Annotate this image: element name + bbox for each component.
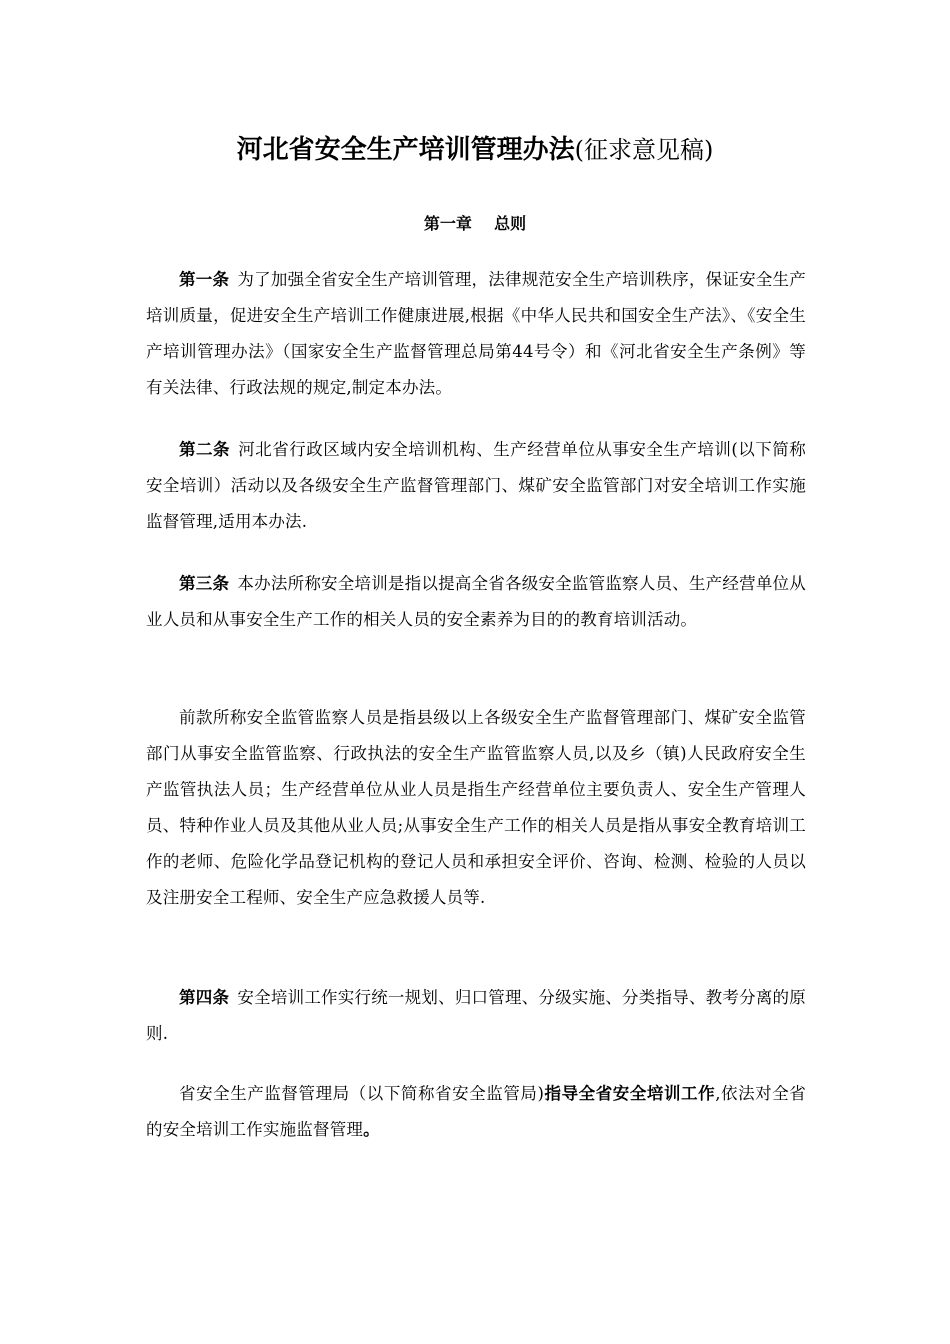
- article-label: 第三条: [179, 574, 230, 593]
- paragraph-text: 前款所称安全监管监察人员是指县级以上各级安全生产监督管理部门、煤矿安全监管部门从事安全监管监察、行政执法的安全生产监管监察人员,以及乡（镇)人民政府安全生产监管执法人员；生产经营单位从业人员是指生产经营单位主要负责人、安全生产管理人员、特种作业人员及其他从业人员;从事安全生产工作的相关人员是指从事安全教育培训工作的老师、危险化学品登记机构的登记人员和承担安全评价、咨询、检测、检验的人员以及注册安全工程师、安全生产应急救援人员等.: [146, 708, 806, 907]
- title-suffix: (征求意见稿): [574, 136, 714, 164]
- title-main: 河北省安全生产培训管理办法: [236, 135, 575, 165]
- paragraph-text-bold: 指导全省安全培训工作: [544, 1084, 716, 1103]
- article-text: 本办法所称安全培训是指以提高全省各级安全监管监察人员、生产经营单位从业人员和从事安全生产工作的相关人员的安全素养为目的的教育培训活动。: [146, 574, 806, 629]
- article-text: 为了加强全省安全生产培训管理，法律规范安全生产培训秩序，保证安全生产培训质量，促进安全生产培训工作健康进展,根据《中华人民共和国安全生产法》、《安全生产培训管理办法》（国家安全生产监督管理总局第44号令）和《河北省安全生产条例》等有关法律、行政法规的规定,制定本办法。: [146, 270, 806, 397]
- chapter-heading: 第一章 总则: [423, 214, 527, 233]
- article-4: [146, 980, 806, 1052]
- paragraph-text-after: ,依法对全省的安全培训工作实施监督管理: [146, 1084, 807, 1139]
- article-2: [146, 432, 806, 540]
- paragraph-text-end: 。: [363, 1120, 380, 1139]
- paragraph-text-before: 省安全生产监督管理局（以下简称省安全监管局): [179, 1084, 545, 1103]
- paragraph-supervision: [146, 1076, 806, 1148]
- article-label: 第一条: [179, 270, 230, 289]
- article-3: [146, 566, 806, 638]
- document-title: [0, 132, 950, 168]
- article-text: 安全培训工作实行统一规划、归口管理、分级实施、分类指导、教考分离的原则.: [146, 988, 806, 1043]
- article-text: 河北省行政区域内安全培训机构、生产经营单位从事安全生产培训(以下简称安全培训）活动以及各级安全生产监督管理部门、煤矿安全监管部门对安全培训工作实施监督管理,适用本办法.: [146, 440, 806, 531]
- paragraph-definitions: [146, 700, 806, 916]
- article-label: 第四条: [179, 988, 230, 1007]
- article-1: [146, 262, 806, 406]
- article-label: 第二条: [179, 440, 231, 459]
